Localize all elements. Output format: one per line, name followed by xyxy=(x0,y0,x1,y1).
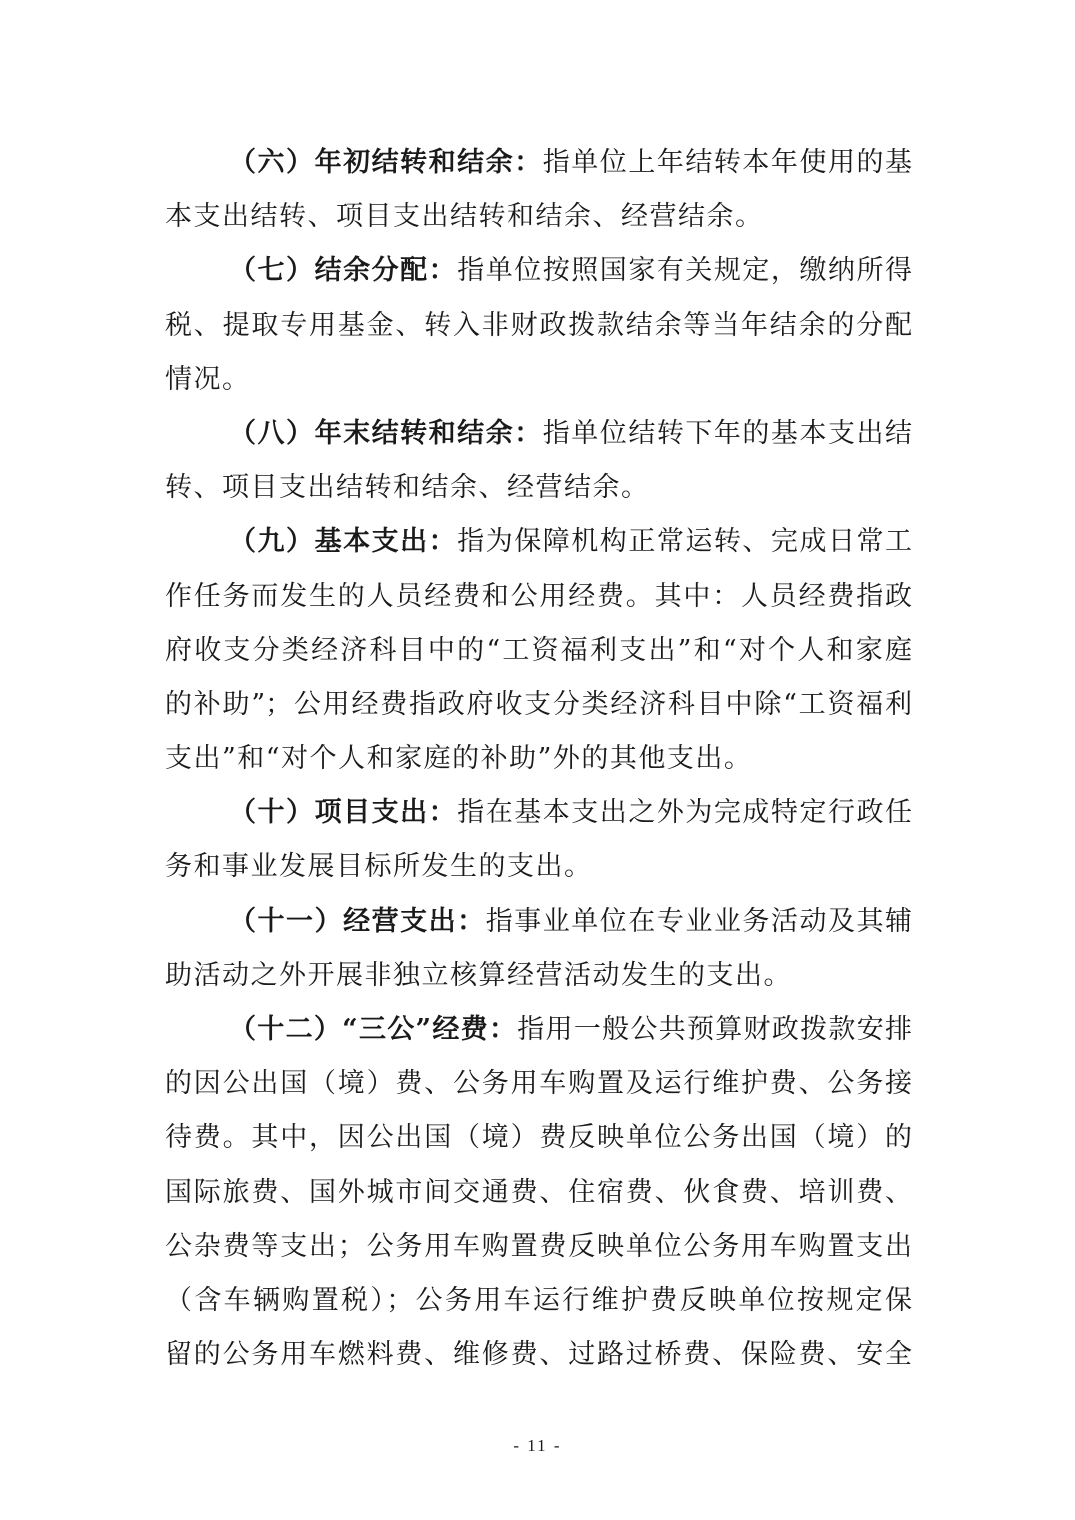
line-text: 情况。 xyxy=(165,363,251,395)
section-first-line xyxy=(165,895,912,949)
line-text: 待费。其中，因公出国（境）费反映单位公务出国（境）的 xyxy=(165,1122,912,1154)
section-first-line xyxy=(165,786,912,840)
section-heading: （九）基本支出： xyxy=(229,526,458,558)
line-text: 指单位按照国家有关规定，缴纳所得 xyxy=(457,255,913,287)
section-first-line xyxy=(165,244,912,298)
section-first-line xyxy=(165,407,912,461)
line-text: 国际旅费、国外城市间交通费、住宿费、伙食费、培训费、 xyxy=(165,1176,912,1208)
line-text: 支出”和“对个人和家庭的补助”外的其他支出。 xyxy=(165,743,753,775)
section-first-line xyxy=(165,136,912,190)
text-line xyxy=(165,624,912,678)
text-line xyxy=(165,1220,912,1274)
section-heading: （八）年末结转和结余： xyxy=(229,417,543,449)
line-text: 指单位上年结转本年使用的基 xyxy=(542,147,913,178)
line-text: 的因公出国（境）费、公务用车购置及运行维护费、公务接 xyxy=(165,1068,912,1100)
line-text: 指为保障机构正常运转、完成日常工 xyxy=(457,526,913,558)
line-text: 指单位结转下年的基本支出结 xyxy=(542,417,913,449)
line-text: 作任务而发生的人员经费和公用经费。其中：人员经费指政 xyxy=(165,580,912,612)
document-body xyxy=(165,136,912,1382)
text-line xyxy=(165,190,912,244)
line-text: 指用一般公共预算财政拨款安排 xyxy=(517,1014,913,1045)
text-line xyxy=(165,1057,912,1111)
section-first-line xyxy=(165,515,912,569)
section-heading: （六）年初结转和结余： xyxy=(229,147,543,178)
line-text: 指事业单位在专业业务活动及其辅 xyxy=(485,905,913,937)
text-line xyxy=(165,1328,912,1382)
line-text: 府收支分类经济科目中的“工资福利支出”和“对个人和家庭 xyxy=(165,634,912,666)
line-text: 的补助”；公用经费指政府收支分类经济科目中除“工资福利 xyxy=(165,688,912,720)
line-text: 助活动之外开展非独立核算经营活动发生的支出。 xyxy=(165,959,792,991)
text-line xyxy=(165,570,912,624)
section-heading: （十一）经营支出： xyxy=(229,905,486,937)
line-text: 务和事业发展目标所发生的支出。 xyxy=(165,851,593,883)
line-text: 转、项目支出结转和结余、经营结余。 xyxy=(165,472,650,504)
text-line xyxy=(165,1166,912,1220)
text-line xyxy=(165,732,912,786)
page-number: - 11 - xyxy=(513,1436,562,1455)
section-heading: （七）结余分配： xyxy=(229,255,458,287)
section-heading: （十）项目支出： xyxy=(229,797,458,829)
section-first-line xyxy=(165,1003,912,1057)
line-text: 税、提取专用基金、转入非财政拨款结余等当年结余的分配 xyxy=(165,309,912,341)
text-line xyxy=(165,461,912,515)
line-text: 本支出结转、项目支出结转和结余、经营结余。 xyxy=(165,201,764,233)
text-line xyxy=(165,299,912,353)
line-text: 公杂费等支出；公务用车购置费反映单位公务用车购置支出 xyxy=(165,1230,912,1262)
line-text: 指在基本支出之外为完成特定行政任 xyxy=(457,797,913,829)
text-line xyxy=(165,1111,912,1165)
section-heading: （十二）“三公”经费： xyxy=(229,1014,518,1045)
line-text: 留的公务用车燃料费、维修费、过路过桥费、保险费、安全 xyxy=(165,1339,912,1371)
text-line xyxy=(165,678,912,732)
text-line xyxy=(165,949,912,1003)
line-text: （含车辆购置税）；公务用车运行维护费反映单位按规定保 xyxy=(165,1284,912,1316)
text-line xyxy=(165,1274,912,1328)
text-line xyxy=(165,840,912,894)
text-line xyxy=(165,353,912,407)
